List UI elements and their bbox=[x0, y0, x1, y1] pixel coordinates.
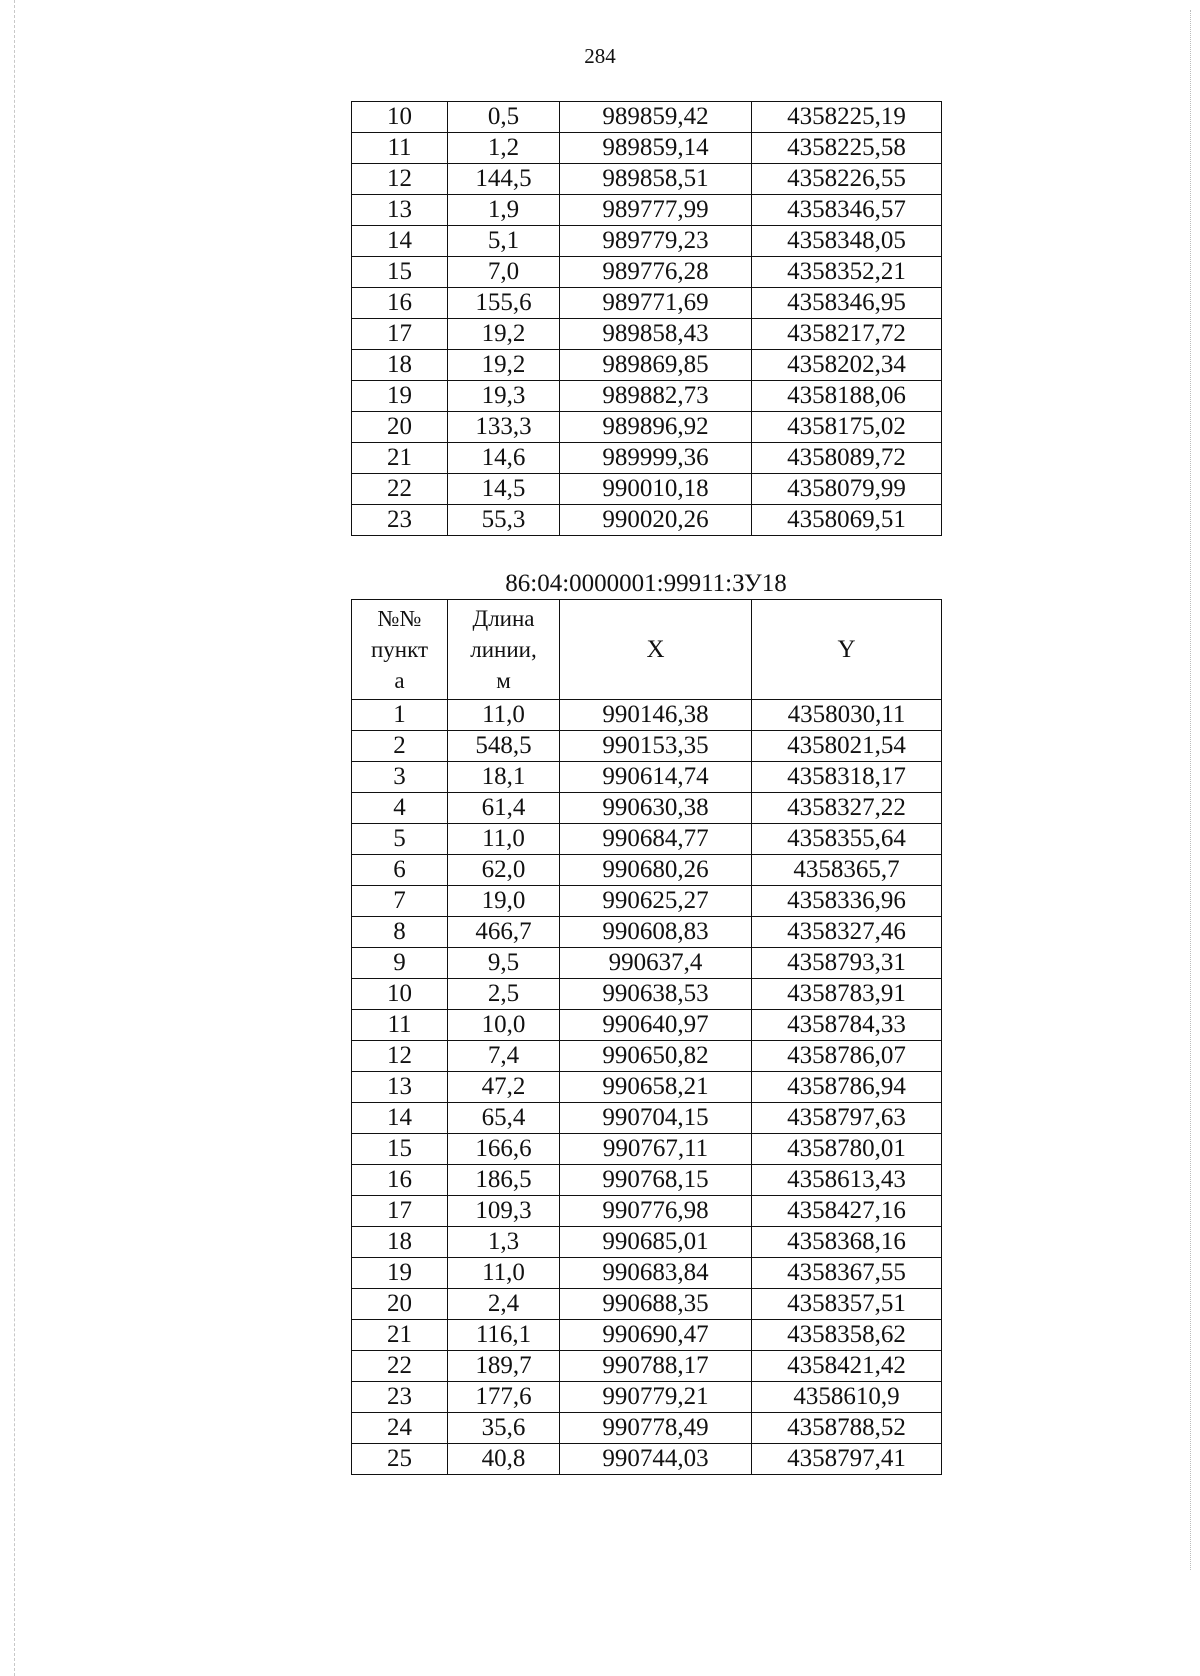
point-number-cell: 19 bbox=[352, 381, 448, 412]
table-row bbox=[352, 855, 942, 886]
y-coordinate-cell: 4358797,41 bbox=[752, 1444, 942, 1475]
point-number-cell: 10 bbox=[352, 979, 448, 1010]
x-coordinate-cell: 990768,15 bbox=[560, 1165, 752, 1196]
x-coordinate-cell: 990684,77 bbox=[560, 824, 752, 855]
x-coordinate-cell: 989882,73 bbox=[560, 381, 752, 412]
point-number-cell: 23 bbox=[352, 505, 448, 536]
table-row bbox=[352, 1413, 942, 1444]
x-coordinate-cell: 990650,82 bbox=[560, 1041, 752, 1072]
page-number: 284 bbox=[584, 44, 616, 68]
x-coordinate-cell: 990020,26 bbox=[560, 505, 752, 536]
table-row bbox=[352, 412, 942, 443]
line-length-cell: 1,2 bbox=[448, 133, 560, 164]
y-coordinate-cell: 4358784,33 bbox=[752, 1010, 942, 1041]
line-length-cell: 7,0 bbox=[448, 257, 560, 288]
y-coordinate-cell: 4358352,21 bbox=[752, 257, 942, 288]
line-length-cell: 14,5 bbox=[448, 474, 560, 505]
point-number-cell: 11 bbox=[352, 1010, 448, 1041]
x-coordinate-cell: 990658,21 bbox=[560, 1072, 752, 1103]
x-coordinate-cell: 990704,15 bbox=[560, 1103, 752, 1134]
line-length-cell: 9,5 bbox=[448, 948, 560, 979]
table-row bbox=[352, 1134, 942, 1165]
table-row bbox=[352, 226, 942, 257]
line-length-cell: 177,6 bbox=[448, 1382, 560, 1413]
y-coordinate-cell: 4358225,58 bbox=[752, 133, 942, 164]
y-coordinate-cell: 4358336,96 bbox=[752, 886, 942, 917]
x-coordinate-cell: 989779,23 bbox=[560, 226, 752, 257]
header-line-length-line: Длина bbox=[472, 606, 535, 631]
line-length-cell: 109,3 bbox=[448, 1196, 560, 1227]
table-row bbox=[352, 1072, 942, 1103]
x-coordinate-cell: 990625,27 bbox=[560, 886, 752, 917]
table-row bbox=[352, 133, 942, 164]
table-row bbox=[352, 102, 942, 133]
y-coordinate-cell: 4358797,63 bbox=[752, 1103, 942, 1134]
point-number-cell: 24 bbox=[352, 1413, 448, 1444]
x-coordinate-cell: 990680,26 bbox=[560, 855, 752, 886]
line-length-cell: 189,7 bbox=[448, 1351, 560, 1382]
table-row bbox=[352, 1041, 942, 1072]
table-row bbox=[352, 1289, 942, 1320]
x-coordinate-cell: 989999,36 bbox=[560, 443, 752, 474]
table-row bbox=[352, 731, 942, 762]
point-number-cell: 22 bbox=[352, 474, 448, 505]
y-coordinate-cell: 4358786,94 bbox=[752, 1072, 942, 1103]
x-coordinate-cell: 990778,49 bbox=[560, 1413, 752, 1444]
x-coordinate-cell: 990788,17 bbox=[560, 1351, 752, 1382]
line-length-cell: 62,0 bbox=[448, 855, 560, 886]
point-number-cell: 15 bbox=[352, 1134, 448, 1165]
x-coordinate-cell: 990767,11 bbox=[560, 1134, 752, 1165]
x-coordinate-cell: 989859,14 bbox=[560, 133, 752, 164]
y-coordinate-cell: 4358427,16 bbox=[752, 1196, 942, 1227]
table-row bbox=[352, 1258, 942, 1289]
table-row bbox=[352, 350, 942, 381]
x-coordinate-cell: 990640,97 bbox=[560, 1010, 752, 1041]
table-row bbox=[352, 700, 942, 731]
line-length-cell: 144,5 bbox=[448, 164, 560, 195]
header-x: X bbox=[560, 600, 752, 700]
header-point-number bbox=[352, 600, 448, 700]
point-number-cell: 20 bbox=[352, 1289, 448, 1320]
line-length-cell: 19,2 bbox=[448, 319, 560, 350]
table-row bbox=[352, 1351, 942, 1382]
point-number-cell: 11 bbox=[352, 133, 448, 164]
line-length-cell: 65,4 bbox=[448, 1103, 560, 1134]
header-row bbox=[352, 600, 942, 700]
scan-edge-right bbox=[1190, 10, 1191, 1570]
point-number-cell: 18 bbox=[352, 1227, 448, 1258]
point-number-cell: 21 bbox=[352, 1320, 448, 1351]
x-coordinate-cell: 990608,83 bbox=[560, 917, 752, 948]
x-coordinate-cell: 989777,99 bbox=[560, 195, 752, 226]
x-coordinate-cell: 990010,18 bbox=[560, 474, 752, 505]
table-row bbox=[352, 1010, 942, 1041]
y-coordinate-cell: 4358225,19 bbox=[752, 102, 942, 133]
y-coordinate-cell: 4358783,91 bbox=[752, 979, 942, 1010]
line-length-cell: 186,5 bbox=[448, 1165, 560, 1196]
x-coordinate-cell: 989776,28 bbox=[560, 257, 752, 288]
x-coordinate-cell: 989869,85 bbox=[560, 350, 752, 381]
y-coordinate-cell: 4358069,51 bbox=[752, 505, 942, 536]
line-length-cell: 19,3 bbox=[448, 381, 560, 412]
line-length-cell: 19,2 bbox=[448, 350, 560, 381]
line-length-cell: 1,9 bbox=[448, 195, 560, 226]
y-coordinate-cell: 4358367,55 bbox=[752, 1258, 942, 1289]
table-row bbox=[352, 164, 942, 195]
coordinates-table bbox=[351, 599, 942, 1475]
point-number-cell: 4 bbox=[352, 793, 448, 824]
x-coordinate-cell: 990779,21 bbox=[560, 1382, 752, 1413]
line-length-cell: 47,2 bbox=[448, 1072, 560, 1103]
x-coordinate-cell: 989858,51 bbox=[560, 164, 752, 195]
line-length-cell: 18,1 bbox=[448, 762, 560, 793]
y-coordinate-cell: 4358421,42 bbox=[752, 1351, 942, 1382]
y-coordinate-cell: 4358613,43 bbox=[752, 1165, 942, 1196]
y-coordinate-cell: 4358368,16 bbox=[752, 1227, 942, 1258]
line-length-cell: 35,6 bbox=[448, 1413, 560, 1444]
point-number-cell: 12 bbox=[352, 1041, 448, 1072]
x-coordinate-cell: 989859,42 bbox=[560, 102, 752, 133]
y-coordinate-cell: 4358786,07 bbox=[752, 1041, 942, 1072]
header-line-length-line: м bbox=[496, 668, 511, 693]
table-row bbox=[352, 1444, 942, 1475]
point-number-cell: 7 bbox=[352, 886, 448, 917]
line-length-cell: 155,6 bbox=[448, 288, 560, 319]
y-coordinate-cell: 4358358,62 bbox=[752, 1320, 942, 1351]
line-length-cell: 2,5 bbox=[448, 979, 560, 1010]
point-number-cell: 14 bbox=[352, 1103, 448, 1134]
y-coordinate-cell: 4358030,11 bbox=[752, 700, 942, 731]
line-length-cell: 1,3 bbox=[448, 1227, 560, 1258]
y-coordinate-cell: 4358346,95 bbox=[752, 288, 942, 319]
line-length-cell: 11,0 bbox=[448, 824, 560, 855]
point-number-cell: 17 bbox=[352, 1196, 448, 1227]
point-number-cell: 16 bbox=[352, 288, 448, 319]
y-coordinate-cell: 4358188,06 bbox=[752, 381, 942, 412]
table-row bbox=[352, 195, 942, 226]
point-number-cell: 14 bbox=[352, 226, 448, 257]
coordinates-table-continued-body bbox=[352, 102, 942, 536]
y-coordinate-cell: 4358355,64 bbox=[752, 824, 942, 855]
point-number-cell: 25 bbox=[352, 1444, 448, 1475]
point-number-cell: 21 bbox=[352, 443, 448, 474]
y-coordinate-cell: 4358318,17 bbox=[752, 762, 942, 793]
y-coordinate-cell: 4358327,22 bbox=[752, 793, 942, 824]
table-row bbox=[352, 793, 942, 824]
table-row bbox=[352, 1382, 942, 1413]
point-number-cell: 2 bbox=[352, 731, 448, 762]
point-number-cell: 15 bbox=[352, 257, 448, 288]
y-coordinate-cell: 4358780,01 bbox=[752, 1134, 942, 1165]
table-row bbox=[352, 917, 942, 948]
table-row bbox=[352, 948, 942, 979]
section-title: 86:04:0000001:99911:ЗУ18 bbox=[505, 570, 787, 597]
line-length-cell: 5,1 bbox=[448, 226, 560, 257]
point-number-cell: 13 bbox=[352, 195, 448, 226]
point-number-cell: 13 bbox=[352, 1072, 448, 1103]
point-number-cell: 16 bbox=[352, 1165, 448, 1196]
line-length-cell: 116,1 bbox=[448, 1320, 560, 1351]
x-coordinate-cell: 990685,01 bbox=[560, 1227, 752, 1258]
point-number-cell: 6 bbox=[352, 855, 448, 886]
y-coordinate-cell: 4358079,99 bbox=[752, 474, 942, 505]
line-length-cell: 19,0 bbox=[448, 886, 560, 917]
line-length-cell: 61,4 bbox=[448, 793, 560, 824]
x-coordinate-cell: 990776,98 bbox=[560, 1196, 752, 1227]
y-coordinate-cell: 4358357,51 bbox=[752, 1289, 942, 1320]
line-length-cell: 548,5 bbox=[448, 731, 560, 762]
y-coordinate-cell: 4358365,7 bbox=[752, 855, 942, 886]
line-length-cell: 55,3 bbox=[448, 505, 560, 536]
x-coordinate-cell: 990688,35 bbox=[560, 1289, 752, 1320]
table-row bbox=[352, 1103, 942, 1134]
line-length-cell: 10,0 bbox=[448, 1010, 560, 1041]
y-coordinate-cell: 4358226,55 bbox=[752, 164, 942, 195]
y-coordinate-cell: 4358348,05 bbox=[752, 226, 942, 257]
x-coordinate-cell: 989896,92 bbox=[560, 412, 752, 443]
point-number-cell: 22 bbox=[352, 1351, 448, 1382]
table-row bbox=[352, 1227, 942, 1258]
point-number-cell: 1 bbox=[352, 700, 448, 731]
line-length-cell: 7,4 bbox=[448, 1041, 560, 1072]
table-row bbox=[352, 1165, 942, 1196]
table-row bbox=[352, 257, 942, 288]
x-coordinate-cell: 990683,84 bbox=[560, 1258, 752, 1289]
point-number-cell: 3 bbox=[352, 762, 448, 793]
line-length-cell: 466,7 bbox=[448, 917, 560, 948]
y-coordinate-cell: 4358089,72 bbox=[752, 443, 942, 474]
header-line-length-line: линии, bbox=[470, 637, 537, 662]
point-number-cell: 5 bbox=[352, 824, 448, 855]
y-coordinate-cell: 4358327,46 bbox=[752, 917, 942, 948]
line-length-cell: 11,0 bbox=[448, 700, 560, 731]
x-coordinate-cell: 989771,69 bbox=[560, 288, 752, 319]
y-coordinate-cell: 4358788,52 bbox=[752, 1413, 942, 1444]
header-y: Y bbox=[752, 600, 942, 700]
table-row bbox=[352, 824, 942, 855]
y-coordinate-cell: 4358217,72 bbox=[752, 319, 942, 350]
scan-edge-left bbox=[14, 0, 15, 1676]
line-length-cell: 2,4 bbox=[448, 1289, 560, 1320]
x-coordinate-cell: 990637,4 bbox=[560, 948, 752, 979]
x-coordinate-cell: 990153,35 bbox=[560, 731, 752, 762]
table-row bbox=[352, 319, 942, 350]
header-point-number-line: а bbox=[394, 668, 405, 693]
point-number-cell: 17 bbox=[352, 319, 448, 350]
x-coordinate-cell: 990630,38 bbox=[560, 793, 752, 824]
table-row bbox=[352, 505, 942, 536]
line-length-cell: 11,0 bbox=[448, 1258, 560, 1289]
y-coordinate-cell: 4358175,02 bbox=[752, 412, 942, 443]
table-row bbox=[352, 288, 942, 319]
table-row bbox=[352, 443, 942, 474]
x-coordinate-cell: 990744,03 bbox=[560, 1444, 752, 1475]
table-row bbox=[352, 1320, 942, 1351]
table-row bbox=[352, 1196, 942, 1227]
point-number-cell: 20 bbox=[352, 412, 448, 443]
line-length-cell: 40,8 bbox=[448, 1444, 560, 1475]
header-line-length bbox=[448, 600, 560, 700]
x-coordinate-cell: 990638,53 bbox=[560, 979, 752, 1010]
table-row bbox=[352, 474, 942, 505]
line-length-cell: 133,3 bbox=[448, 412, 560, 443]
x-coordinate-cell: 990614,74 bbox=[560, 762, 752, 793]
point-number-cell: 23 bbox=[352, 1382, 448, 1413]
header-point-number-line: пункт bbox=[370, 637, 429, 662]
table-row bbox=[352, 886, 942, 917]
coordinates-table-header bbox=[352, 600, 942, 700]
line-length-cell: 14,6 bbox=[448, 443, 560, 474]
table-row bbox=[352, 979, 942, 1010]
x-coordinate-cell: 990690,47 bbox=[560, 1320, 752, 1351]
y-coordinate-cell: 4358610,9 bbox=[752, 1382, 942, 1413]
table-row bbox=[352, 762, 942, 793]
point-number-cell: 9 bbox=[352, 948, 448, 979]
line-length-cell: 166,6 bbox=[448, 1134, 560, 1165]
y-coordinate-cell: 4358202,34 bbox=[752, 350, 942, 381]
x-coordinate-cell: 990146,38 bbox=[560, 700, 752, 731]
point-number-cell: 10 bbox=[352, 102, 448, 133]
point-number-cell: 18 bbox=[352, 350, 448, 381]
point-number-cell: 19 bbox=[352, 1258, 448, 1289]
y-coordinate-cell: 4358021,54 bbox=[752, 731, 942, 762]
table-row bbox=[352, 381, 942, 412]
point-number-cell: 12 bbox=[352, 164, 448, 195]
header-point-number-line: №№ bbox=[377, 606, 422, 631]
x-coordinate-cell: 989858,43 bbox=[560, 319, 752, 350]
coordinates-table-body bbox=[352, 700, 942, 1475]
y-coordinate-cell: 4358346,57 bbox=[752, 195, 942, 226]
coordinates-table-continued bbox=[351, 101, 942, 536]
y-coordinate-cell: 4358793,31 bbox=[752, 948, 942, 979]
line-length-cell: 0,5 bbox=[448, 102, 560, 133]
point-number-cell: 8 bbox=[352, 917, 448, 948]
